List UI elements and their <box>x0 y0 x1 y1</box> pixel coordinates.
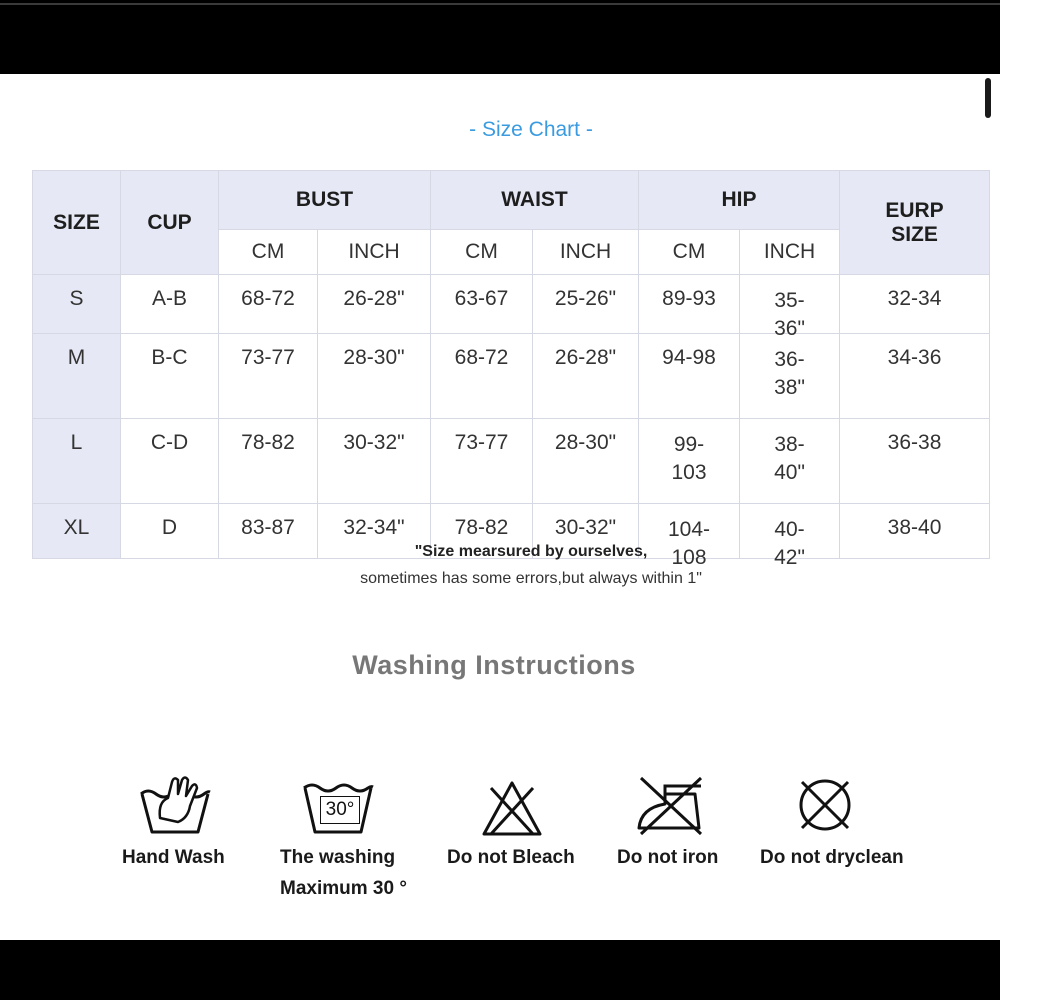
subheader-waist-inch: INCH <box>533 230 639 275</box>
scrollbar-thumb[interactable] <box>985 78 991 118</box>
cell-waist-cm: 63-67 <box>431 275 533 334</box>
cell-eurp: 36-38 <box>840 419 990 504</box>
header-hip: HIP <box>639 171 840 230</box>
subheader-hip-inch: INCH <box>740 230 840 275</box>
hand-wash-icon <box>138 772 212 836</box>
cell-hip-cm: 94-98 <box>639 334 740 419</box>
table-row <box>33 275 990 334</box>
cell-size: M <box>33 334 121 419</box>
cell-size: XL <box>33 504 121 559</box>
cell-cup: C-D <box>121 419 219 504</box>
cell-bust-cm: 78-82 <box>219 419 318 504</box>
cell-waist-cm: 68-72 <box>431 334 533 419</box>
top-hairline <box>0 3 1000 5</box>
cell-cup: A-B <box>121 275 219 334</box>
wash-30-icon <box>302 780 374 836</box>
cell-size: S <box>33 275 121 334</box>
cell-bust-inch: 26-28" <box>318 275 431 334</box>
subheader-hip-cm: CM <box>639 230 740 275</box>
bottom-black-bar <box>0 940 1000 1000</box>
cell-hip-inch-text: 40-42" <box>774 518 805 569</box>
subheader-waist-cm: CM <box>431 230 533 275</box>
wash-30-label-line1: The washing <box>280 847 396 868</box>
wash-temp-label: 30° <box>320 796 360 824</box>
cell-hip-inch-text: 35-36" <box>774 289 805 340</box>
header-bust: BUST <box>219 171 431 230</box>
wash-30-label-line2: Maximum 30 ° <box>280 878 407 899</box>
washing-instructions-title: Washing Instructions <box>352 650 636 680</box>
no-iron-icon <box>635 774 705 836</box>
cell-bust-inch: 32-34" <box>318 504 431 559</box>
hand-wash-label: Hand Wash <box>122 847 225 868</box>
table-row <box>33 334 990 419</box>
no-iron-label: Do not iron <box>617 847 719 868</box>
size-note-line2: sometimes has some errors,but always within 1" <box>360 570 702 587</box>
cell-hip-cm-text: 99-103 <box>671 433 707 484</box>
cell-size: L <box>33 419 121 504</box>
cell-waist-inch: 30-32" <box>533 504 639 559</box>
size-chart-title: - Size Chart - <box>469 118 593 141</box>
subheader-bust-cm: CM <box>219 230 318 275</box>
no-bleach-icon <box>481 780 543 838</box>
no-dryclean-icon <box>796 776 854 834</box>
header-waist: WAIST <box>431 171 639 230</box>
cell-eurp: 34-36 <box>840 334 990 419</box>
cell-eurp: 32-34 <box>840 275 990 334</box>
cell-cup: D <box>121 504 219 559</box>
cell-bust-cm: 83-87 <box>219 504 318 559</box>
cell-waist-inch: 26-28" <box>533 334 639 419</box>
cell-bust-inch: 28-30" <box>318 334 431 419</box>
cell-cup: B-C <box>121 334 219 419</box>
header-eurp-line1: EURP <box>885 198 944 222</box>
top-black-bar <box>0 0 1000 74</box>
size-chart-table <box>32 170 990 569</box>
cell-eurp: 38-40 <box>840 504 990 559</box>
cell-hip-inch <box>740 419 840 504</box>
cell-hip-inch <box>740 275 840 340</box>
cell-hip-cm <box>639 419 740 504</box>
cell-waist-cm: 78-82 <box>431 504 533 559</box>
header-size: SIZE <box>33 171 121 275</box>
no-bleach-label: Do not Bleach <box>447 847 575 868</box>
cell-waist-inch: 25-26" <box>533 275 639 334</box>
table-row <box>33 419 990 504</box>
cell-hip-inch <box>740 334 840 419</box>
size-note-line1: "Size mearsured by ourselves, <box>414 543 648 560</box>
subheader-bust-inch: INCH <box>318 230 431 275</box>
cell-bust-cm: 73-77 <box>219 334 318 419</box>
cell-waist-inch: 28-30" <box>533 419 639 504</box>
cell-bust-inch: 30-32" <box>318 419 431 504</box>
cell-hip-inch-text: 36-38" <box>774 348 805 399</box>
cell-hip-cm: 89-93 <box>639 275 740 334</box>
cell-hip-cm-text: 104-108 <box>668 518 711 569</box>
cell-waist-cm: 73-77 <box>431 419 533 504</box>
no-dryclean-label: Do not dryclean <box>760 847 904 868</box>
cell-bust-cm: 68-72 <box>219 275 318 334</box>
cell-hip-inch-text: 38-40" <box>774 433 805 484</box>
header-cup: CUP <box>121 171 219 275</box>
header-eurp-size <box>840 171 990 275</box>
header-eurp-line2: SIZE <box>891 222 938 246</box>
